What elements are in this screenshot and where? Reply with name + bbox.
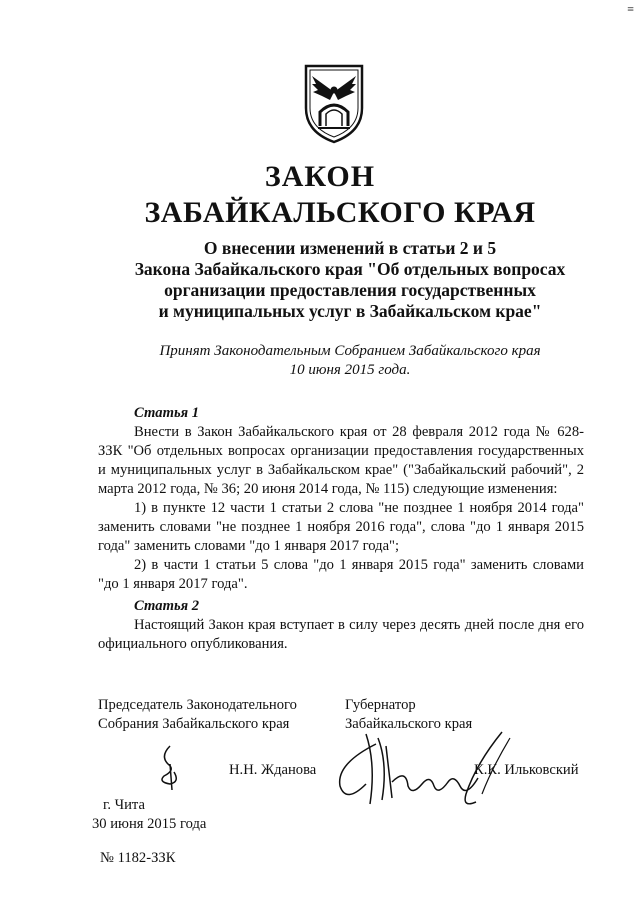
title-line: Губернатор bbox=[345, 697, 416, 713]
subtitle-line: и муниципальных услуг в Забайкальском крае" bbox=[158, 301, 542, 321]
article-heading: Статья 1 bbox=[134, 405, 200, 421]
city: г. Чита bbox=[103, 797, 145, 813]
governor-name: К.К. Ильковский bbox=[474, 762, 579, 778]
title-line: Собрания Забайкальского края bbox=[98, 716, 290, 732]
article-paragraph: 1) в пункте 12 части 1 статьи 2 слова "не позднее 1 ноября 2014 года" заменить словами "не позднее 1 ноября 2016 года", слова "до 1 января 2015 года" заменить словами "до 1 января 2017 года"; bbox=[98, 500, 584, 554]
corner-mark: ≡ bbox=[627, 2, 634, 16]
subtitle-line: организации предоставления государственных bbox=[164, 280, 536, 300]
signing-date: 30 июня 2015 года bbox=[92, 816, 207, 832]
subtitle-line: Закона Забайкальского края "Об отдельных вопросах bbox=[134, 259, 566, 279]
title-line: Забайкальского края bbox=[345, 716, 473, 732]
law-number: № 1182-ЗЗК bbox=[100, 850, 176, 866]
law-title: ЗАКОН bbox=[264, 160, 376, 193]
adoption-date: 10 июня 2015 года. bbox=[289, 362, 411, 378]
article-heading: Статья 2 bbox=[134, 598, 200, 614]
zabaikalsky-coat-of-arms-icon bbox=[300, 62, 368, 146]
chairman-signature-icon bbox=[150, 742, 190, 792]
adoption-line: Принят Законодательным Собранием Забайкальского края bbox=[159, 343, 541, 359]
title-line: Председатель Законодательного bbox=[98, 697, 297, 713]
adoption-note bbox=[70, 342, 630, 380]
chairman-name: Н.Н. Жданова bbox=[229, 762, 317, 778]
article-paragraph: Внести в Закон Забайкальского края от 28 февраля 2012 года № 628-ЗЗК "Об отдельных вопросах организации предоставления государственных и муниципальных услуг в Забайкальском крае" ("Забайкальский рабочий", 2 марта 2012 года, № 36; 20 июня 2014 года, № 115) следующие изменения: bbox=[98, 424, 584, 497]
chairman-title bbox=[98, 696, 297, 734]
subtitle-line: О внесении изменений в статьи 2 и 5 bbox=[203, 238, 497, 258]
region-title: ЗАБАЙКАЛЬСКОГО КРАЯ bbox=[144, 196, 536, 229]
article-paragraph: 2) в части 1 статьи 5 слова "до 1 января 2015 года" заменить словами "до 1 января 2017 года". bbox=[98, 557, 584, 592]
law-subtitle bbox=[70, 238, 630, 322]
article-paragraph: Настоящий Закон края вступает в силу через десять дней после дня его официального опубликования. bbox=[98, 617, 584, 652]
law-body bbox=[98, 404, 584, 654]
